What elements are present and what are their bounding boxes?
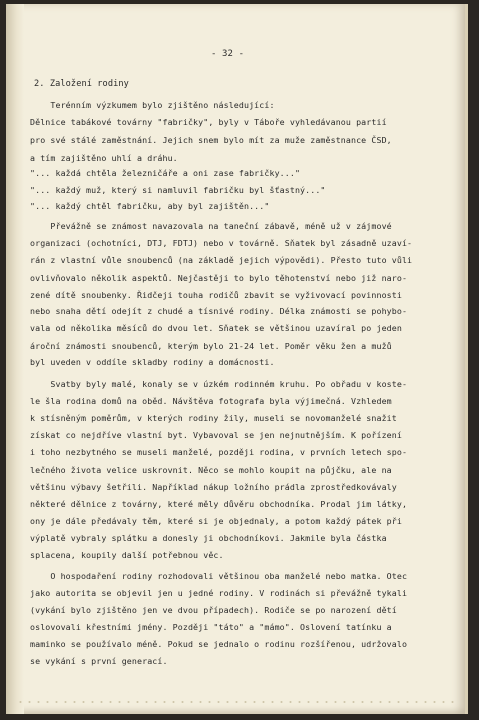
text-line: výplatě vybraly splátku a donesly ji obchodníkovi. Jakmile byla částka	[30, 533, 387, 543]
page-binding-edge	[6, 4, 24, 714]
text-line: ony je dále předávaly těm, které si je objednaly, a potom každý pátek při	[30, 516, 402, 526]
text-line: ovlivňovalo několik aspektů. Nejčastěji to bylo těhotenství nebo již naro-	[30, 273, 408, 283]
text-line: byl uveden v oddíle skladby rodiny a domácnosti.	[30, 357, 275, 367]
page-number: - 32 -	[211, 49, 245, 59]
text-line: organizaci (ochotníci, DTJ, FDTJ) nebo v továrně. Sňatek byl zásadně uzaví-	[30, 238, 413, 248]
text-line: nebo snaha dětí odejít z chudé a tísnivé rodiny. Délka známosti se pohybo-	[30, 306, 408, 316]
text-line: (vykání bylo zjištěno jen ve dvou případech). Rodiče se po narození dětí	[30, 605, 397, 615]
text-line: Terénním výzkumem bylo zjištěno následující:	[30, 100, 275, 110]
section-heading: 2. Založení rodiny	[34, 79, 129, 89]
text-line: k stísněným poměrům, v kterých rodiny žily, museli se novomanželé snažit	[30, 413, 397, 423]
text-line: "... každá chtěla železničáře a oni zase fabričky..."	[30, 168, 301, 178]
text-line: se vykání s první generací.	[30, 656, 168, 666]
text-line: zené dítě snoubenky. Řidčeji touha rodičů zbavit se vyživovací povinnosti	[30, 290, 402, 300]
text-line: některé dělnice z továrny, které měly důvěru obchodníka. Prodal jim látky,	[30, 499, 408, 509]
text-line: maminko se používalo méně. Pokud se jednalo o rodinu rozšířenou, udržovalo	[30, 639, 408, 649]
text-line: získat co nejdříve vlastní byt. Vybavoval se jen nejnutnějším. K pořízení	[30, 430, 402, 440]
text-line: jako autorita se objevil jen u jedné rodiny. V rodinách si převážně tykali	[30, 588, 408, 598]
text-line: oslovovali křestními jmény. Později "táto" a "mámo". Oslovení tatínku a	[30, 622, 392, 632]
page-edge-perforation	[16, 700, 456, 704]
text-line: rán z vlastní vůle snoubenců (na základě jejich výpovědi). Přesto tuto vůli	[30, 255, 413, 265]
text-line: Dělnice tabákové továrny "fabričky", byly v Táboře vyhledávanou partií	[30, 117, 387, 127]
text-line: O hospodaření rodiny rozhodovali většinou oba manželé nebo matka. Otec	[30, 571, 408, 581]
text-line: pro své stálé zaměstnání. Jejich snem bylo mít za muže zaměstnance ČSD,	[30, 135, 392, 145]
text-line: vala od několika měsíců do dvou let. Sňatek se většinou uzavíral po jeden	[30, 323, 402, 333]
text-line: ároční známosti snoubenců, kterým bylo 21-24 let. Poměr věku žen a mužů	[30, 341, 392, 351]
text-line: lečného života velice uskrovnit. Něco se mohlo koupit na půjčku, ale na	[30, 465, 392, 475]
text-line: Svatby byly malé, konaly se v úzkém rodinném kruhu. Po obřadu v koste-	[30, 379, 408, 389]
text-line: Převážně se známost navazovala na taneční zábavě, méně už v zájmové	[30, 221, 392, 231]
text-line: "... každý muž, který si namluvil fabričku byl šťastný..."	[30, 185, 326, 195]
text-line: "... každý chtěl fabričku, aby byl zajištěn..."	[30, 201, 270, 211]
text-line: většinu výbavy šetřili. Například nákup ložního prádla zprostředkovávaly	[30, 482, 397, 492]
text-line: a tím zajištěno uhlí a dráhu.	[30, 153, 178, 163]
text-line: le šla rodina domů na oběd. Návštěva fotografa byla výjimečná. Vzhledem	[30, 396, 392, 406]
document-page	[6, 4, 468, 714]
text-line: splacena, koupily další potřebnou věc.	[30, 550, 224, 560]
text-line: i toho nezbytného se museli manželé, později rodina, v prvních letech spo-	[30, 447, 408, 457]
